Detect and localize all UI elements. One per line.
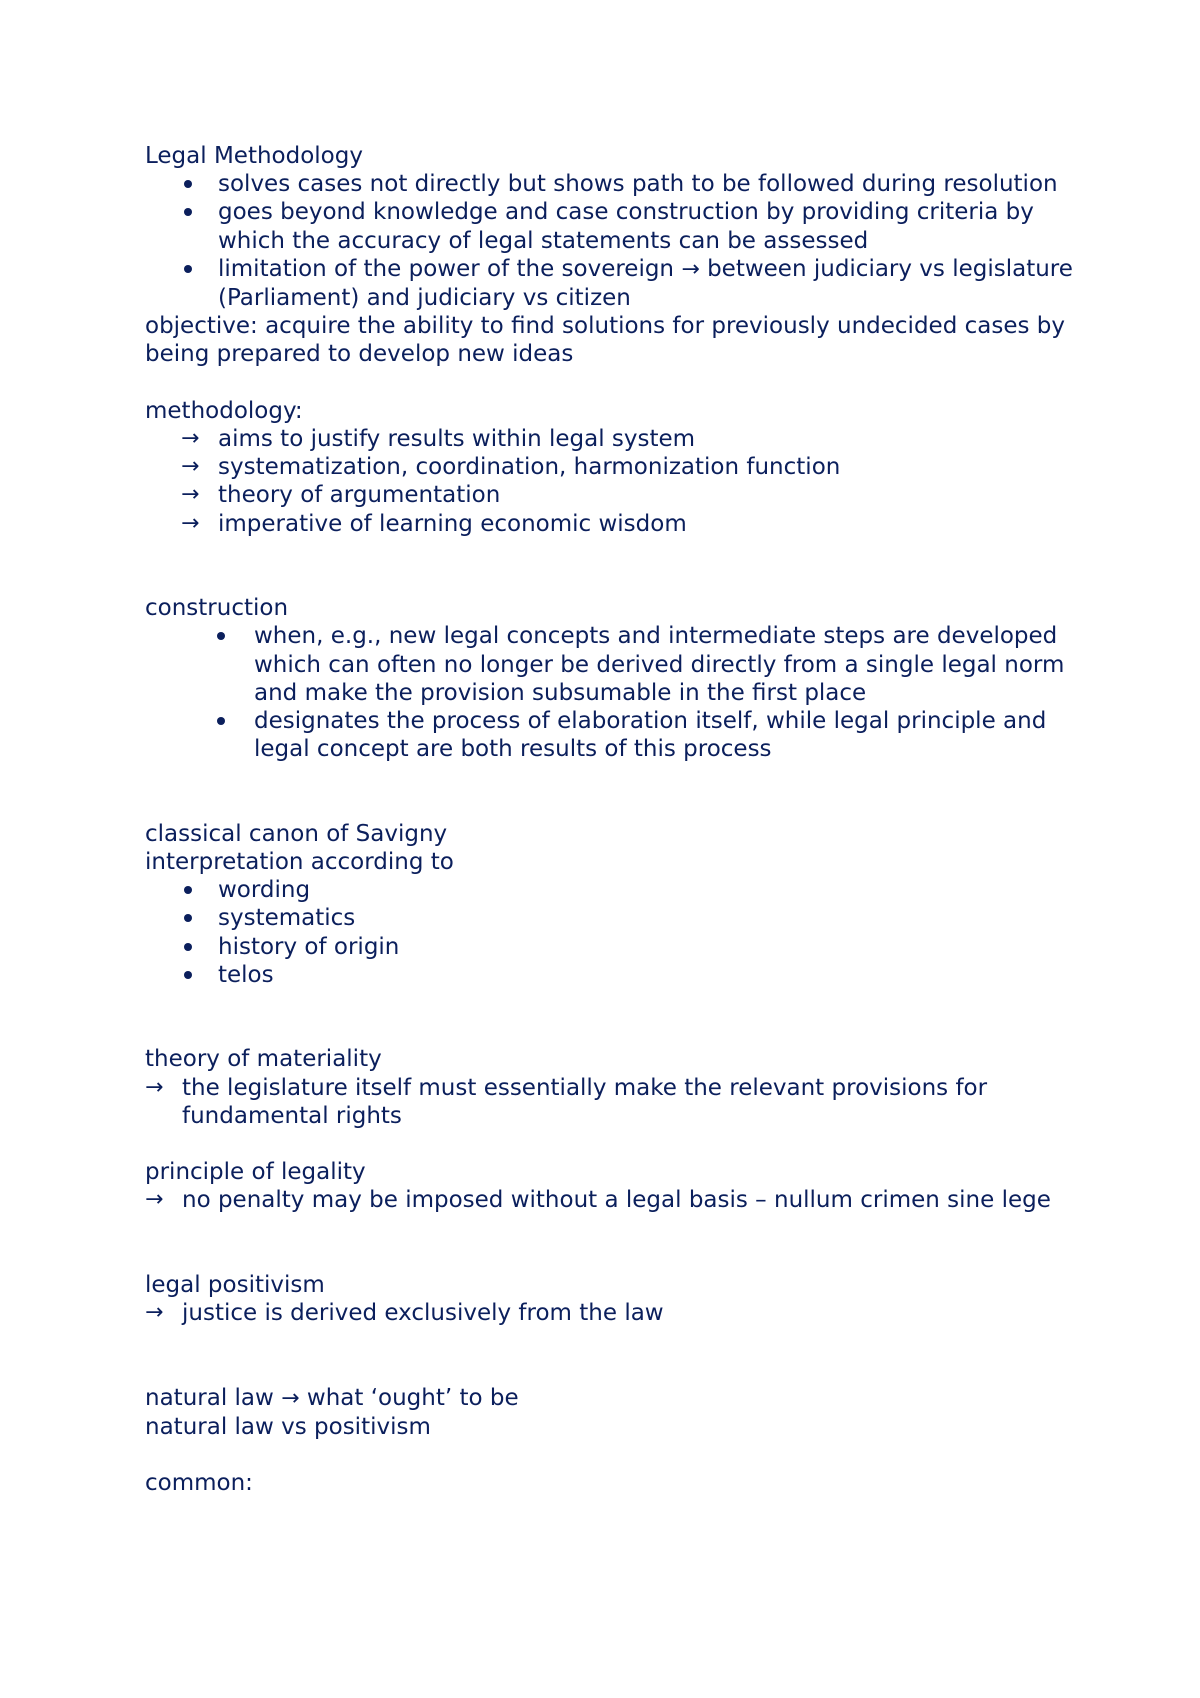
heading-savigny: classical canon of Savigny <box>145 820 448 847</box>
arrow-icon: → <box>181 454 200 480</box>
heading-construction: construction <box>145 595 289 622</box>
natural-law-ought-text: what ‘ought’ to be <box>306 1384 519 1411</box>
arrow-icon: → <box>145 1187 164 1213</box>
heading-legal-methodology: Legal Methodology <box>145 143 363 169</box>
document-page <box>145 142 1075 1498</box>
list-item-text: aims to justify results within legal system <box>218 426 696 453</box>
paragraph-text: the legislature itself must essentially make the relevant provisions for fundamental rights <box>182 1074 988 1129</box>
paragraph-text: justice is derived exclusively from the law <box>182 1300 664 1327</box>
savigny-subtitle: interpretation according to <box>145 849 454 876</box>
list-item: when, e.g., new legal concepts and intermediate steps are developed which can often no longer be derived directly from a single legal norm and make the provision subsumable in the first place <box>145 622 1075 707</box>
list-item-text: theory of argumentation <box>218 482 501 509</box>
list-item-text: imperative of learning economic wisdom <box>218 510 687 537</box>
legal-methodology-list <box>145 170 1075 312</box>
list-item <box>145 425 1075 453</box>
list-item <box>145 481 1075 509</box>
arrow-icon: → <box>281 1385 300 1411</box>
arrow-icon: → <box>145 1300 164 1326</box>
heading-materiality: theory of materiality <box>145 1046 382 1073</box>
heading-positivism: legal positivism <box>145 1272 325 1299</box>
list-item <box>145 510 1075 538</box>
list-item: goes beyond knowledge and case construction by providing criteria by which the accuracy of legal statements can be assessed <box>145 198 1075 254</box>
list-item: systematics <box>145 904 1075 932</box>
methodology-list <box>145 425 1075 538</box>
list-item-text: systematization, coordination, harmonization function <box>218 454 841 481</box>
materiality-text <box>145 1074 1075 1130</box>
arrow-icon: → <box>181 510 200 536</box>
savigny-list <box>145 876 1075 989</box>
list-item: designates the process of elaboration itself, while legal principle and legal concept are both results of this process <box>145 707 1075 763</box>
heading-methodology: methodology: <box>145 397 303 424</box>
positivism-text <box>145 1299 1075 1327</box>
list-item-text: between judiciary vs legislature (Parliament) and judiciary vs citizen <box>218 255 1073 312</box>
list-item <box>145 255 1075 312</box>
list-item: telos <box>145 961 1075 989</box>
list-item: solves cases not directly but shows path to be followed during resolution <box>145 170 1075 198</box>
list-item: wording <box>145 876 1075 904</box>
list-item <box>145 453 1075 481</box>
paragraph-text: no penalty may be imposed without a legal basis – nullum crimen sine lege <box>182 1187 1051 1214</box>
legality-text <box>145 1186 1075 1214</box>
natural-law-line <box>145 1384 1075 1413</box>
arrow-icon: → <box>681 256 700 282</box>
construction-list <box>145 622 1075 763</box>
list-item: history of origin <box>145 933 1075 961</box>
heading-legality: principle of legality <box>145 1159 366 1186</box>
natural-law-text: natural law <box>145 1384 274 1411</box>
arrow-icon: → <box>145 1074 164 1100</box>
arrow-icon: → <box>181 482 200 508</box>
heading-common: common: <box>145 1470 253 1497</box>
objective-text: objective: acquire the ability to find solutions for previously undecided cases by being prepared to develop new ideas <box>145 313 1065 368</box>
list-item-text: limitation of the power of the sovereign <box>218 255 675 282</box>
arrow-icon: → <box>181 426 200 452</box>
natural-law-vs-positivism: natural law vs positivism <box>145 1414 431 1441</box>
